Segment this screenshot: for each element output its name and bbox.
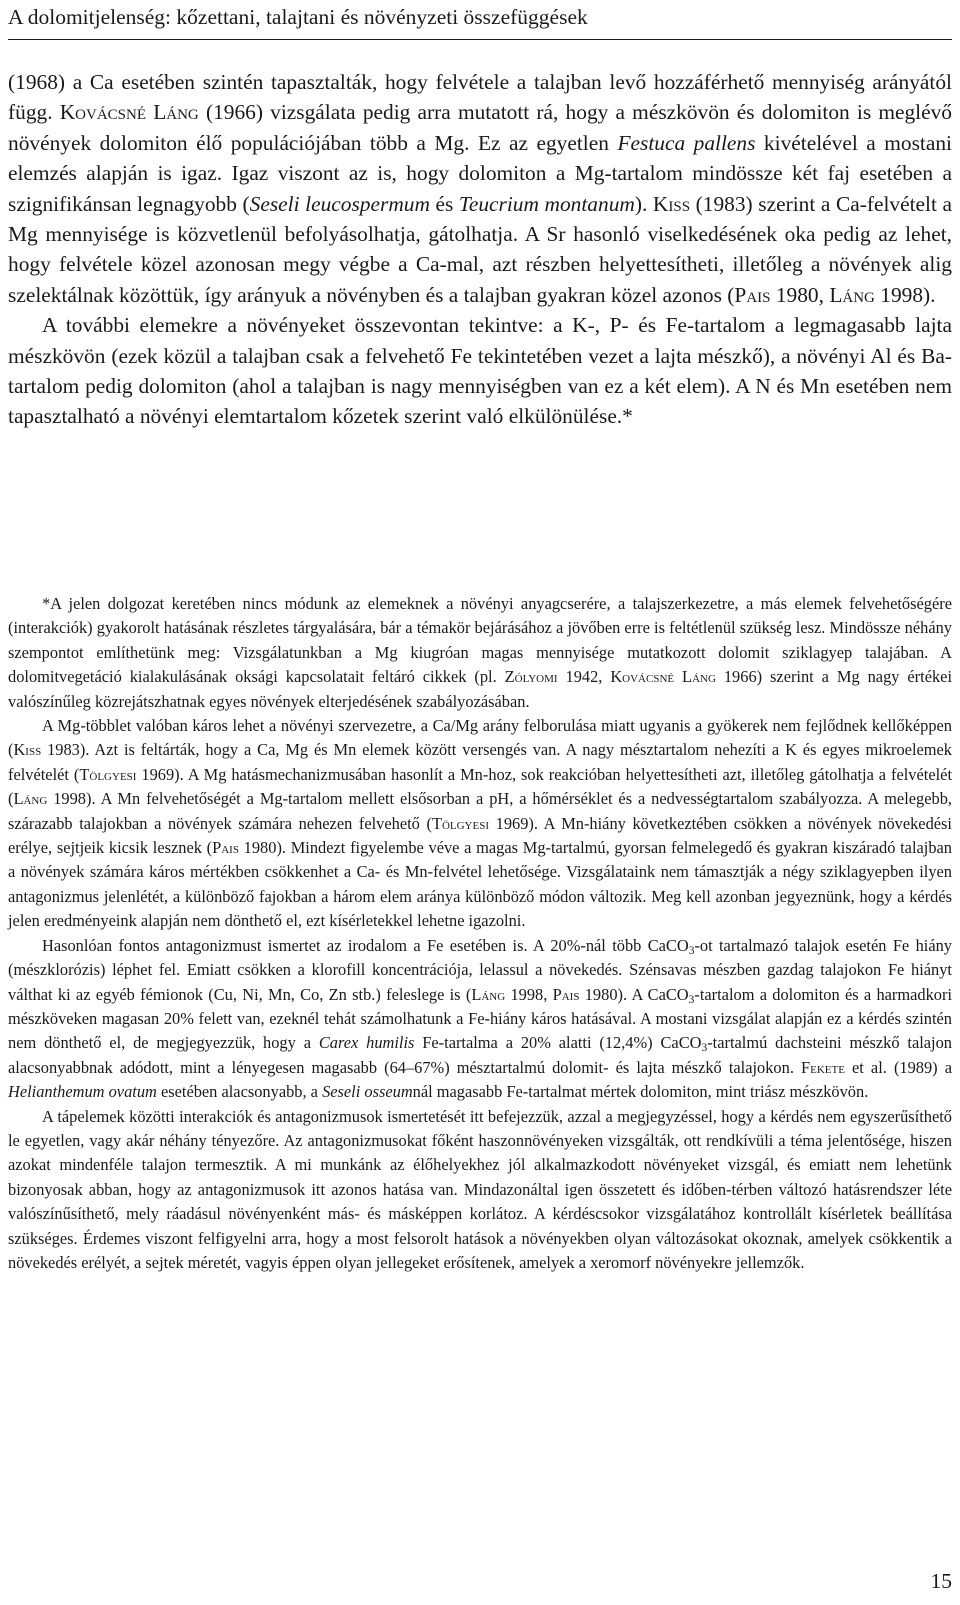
- paragraph-2: A további elemekre a növényeket összevontan tekintve: a K-, P- és Fe-tartalom a legmagasabb lajta mészkövön (ezek közül a talajban csak a felvehető Fe tekintetében vezet a lajta mészkő), a növényi Al és Ba-tartalom pedig dolomiton (ahol a talajban is nagy mennyiségben van ez a két elem). A N és Mn esetében nem tapasztalható a növényi elemtartalom kőzetek szerint való elkülönülése.*: [8, 313, 952, 429]
- main-text: [8, 67, 952, 432]
- footnote-paragraph-1: *A jelen dolgozat keretében nincs módunk az elemeknek a növényi anyagcserére, a talajszerkezetre, a más elemek felvehetőségére (interakciók) gyakorolt hatásának részletes tárgyalására, bár a témakör bejárásához a jövőben erre is feltétlenül szükség lesz. Mindössze néhány szempontot említhetünk meg: Vizsgálatunkban a Mg kiugróan magas mennyisége mutatkozott dolomit sziklagyep talajában. A dolomitvegetáció kialakulásának oksági kapcsolatait feltáró cikkek (pl. Zólyomi 1942, Kovácsné Láng 1966) szerint a Mg nagy értékei valószínűleg közrejátszhatnak egyes növények elterjedésének szabályozásában.: [8, 594, 952, 711]
- author-citation: Pais: [734, 282, 771, 307]
- species-name: Seseli leucospermum: [249, 191, 430, 216]
- footnote: [8, 592, 952, 1275]
- species-name: Carex humilis: [318, 1033, 415, 1053]
- author-citation: Pais: [212, 838, 239, 858]
- subscript: 3: [688, 993, 695, 1006]
- paragraph-1: (1968) a Ca esetében szintén tapasztalták, hogy felvétele a talajban levő hozzáférhető mennyiség arányától függ. Kovácsné Láng (1966) vizsgálata pedig arra mutatott rá, hogy a mészkövön és dolomiton is meglévő növények dolomiton élő populációjában több a Mg. Ez az egyetlen Festuca pallens kivételével a mostani elemzés alapján is igaz. Igaz viszont az is, hogy dolomiton a Mg-tartalom mindössze két faj esetében a szignifikánsan legnagyobb (Seseli leucospermum és Teucrium montanum). Kiss (1983) szerint a Ca-felvételt a Mg mennyisége is közvetlenül befolyásolhatja, gátolhatja. A Sr hasonló viselkedésének oka pedig az lehet, hogy felvétele közel azonosan megy végbe a Ca-mal, azt részben helyettesítheti, illetőleg a növények alig szelektálnak közöttük, így arányuk a növényben és a talajban gyakran közel azonos (Pais 1980, Láng 1998).: [8, 70, 952, 307]
- footnote-paragraph-4: A tápelemek közötti interakciók és antagonizmusok ismertetését itt befejezzük, azzal a megjegyzéssel, hogy a kérdés nem egyszerűsíthető le egyetlen, vagy akár néhány tényezőre. Az antagonizmusokat főként haszonnövényeken vizsgálták, ott rendkívüli a téma jelentősége, hiszen azokat mindenféle talajon termesztik. A mi munkánk az élőhelyekhez jól alkalmazkodott növényeket vizsgál, és emiatt nem lehetünk bizonyosak abban, hogy az antagonizmusok itt azonos hatása van. Mindazonáltal igen összetett és időben-térben változó hatásrendszer léte valószínűsíthető, mely ráadásul növényenként más- és másképpen korlátoz. A kérdéscsokor vizsgálatához kontrollált kísérletek beállítása szükséges. Érdemes viszont felfigyelni arra, hogy a most felsorolt hatások a növényekben olyan változásokat okoznak, amelyek csökkentik a növekedés erélyét, a sejtek méretét, vagyis éppen olyan jellegeket erősítenek, amelyek a xeromorf növényekre jellemzők.: [8, 1106, 952, 1272]
- footnote-paragraph-3: Hasonlóan fontos antagonizmust ismertet az irodalom a Fe esetében is. A 20%-nál több CaCO$_3$-ot tartalmazó talajok esetén Fe hiány (mészklorózis) léphet fel. Emiatt csökken a klorofill koncentrációja, lelassul a növekedés. Szénsavas mészben gazdag talajokon Fe hiányt válthat ki az egyéb fémionok (Cu, Ni, Mn, Co, Zn stb.) feleslege is (Láng 1998, Pais 1980). A CaCO$_3$-tartalom a dolomiton és a harmadkori mészköveken magasan 20% felett van, ezeknél tehát számolhatunk a Fe-hiány káros hatásával. A mostani vizsgálat alapján ez a kérdés szintén nem dönthető el, de megjegyezzük, hogy a Carex humilis Fe-tartalma a 20% alatti (12,4%) CaCO$_3$-tartalmú dachsteini mészkő talajon alacsonyabbnak adódott, mint a lényegesen magasabb (64–67%) mésztartalmú dolomit- és lajta mészkő talajokon. Fekete et al. (1989) a Helianthemum ovatum esetében alacsonyabb, a Seseli osseumnál magasabb Fe-tartalmat mértek dolomiton, mint triász mészkövön.: [8, 935, 952, 1102]
- author-citation: Láng: [471, 984, 506, 1004]
- subscript: 3: [701, 1042, 708, 1055]
- author-citation: Kiss: [652, 191, 691, 216]
- author-citation: Pais: [552, 984, 580, 1004]
- species-name: Teucrium montanum: [458, 191, 635, 216]
- author-citation: Fekete: [801, 1057, 845, 1077]
- species-name: Seseli osseum: [322, 1082, 413, 1102]
- author-citation: Tölgyesi: [79, 764, 137, 784]
- author-citation: Zólyomi: [504, 667, 558, 687]
- author-citation: Tölgyesi: [431, 813, 490, 833]
- page-number: 15: [930, 1569, 952, 1593]
- running-header: A dolomitjelenség: kőzettani, talajtani és növényzeti összefüggések: [8, 4, 952, 40]
- species-name: Festuca pallens: [617, 130, 756, 155]
- author-citation: Láng: [13, 789, 48, 809]
- species-name: Helianthemum ovatum: [8, 1082, 157, 1102]
- author-citation: Kiss: [13, 740, 42, 760]
- author-citation: Kovácsné Láng: [59, 100, 199, 125]
- footnote-paragraph-2: A Mg-többlet valóban káros lehet a növényi szervezetre, a Ca/Mg arány felborulása miatt ugyanis a gyökerek nem fejlődnek kellőképpen (Kiss 1983). Azt is feltárták, hogy a Ca, Mg és Mn elemek között versengés van. A nagy mésztartalom nehezíti a K és egyes mikroelemek felvételét (Tölgyesi 1969). A Mg hatásmechanizmusában hasonlít a Mn-hoz, sok reakcióban helyettesítheti azt, illetőleg gátolhatja a felvételét (Láng 1998). A Mn felvehetőségét a Mg-tartalom mellett elsősorban a pH, a hőmérséklet és a nedvességtartalom szabályozza. A melegebb, szárazabb talajokban a növények számára nehezen felvehető (Tölgyesi 1969). A Mn-hiány következtében csökken a növények növekedési erélye, sejtjeik kicsik lesznek (Pais 1980). Mindezt figyelembe véve a magas Mg-tartalmú, gyorsan felmelegedő és gyakran kiszáradó talajban a növények számára káros mértékben csökkenhet a Ca- és Mn-felvétel lehetősége. Vizsgálataink nem támasztják a négy sziklagyepben ilyen antagonizmus jelenlétét, a különböző fajokban a három elem aránya különböző módon változik. Meg kell azonban jegyeznünk, hogy a kérdés jelen eredményeink alapján nem dönthető el, ezt kísérletekkel lehetne igazolni.: [8, 716, 953, 931]
- author-citation: Kovácsné Láng: [610, 667, 716, 687]
- subscript: 3: [688, 944, 695, 957]
- author-citation: Láng: [829, 282, 875, 307]
